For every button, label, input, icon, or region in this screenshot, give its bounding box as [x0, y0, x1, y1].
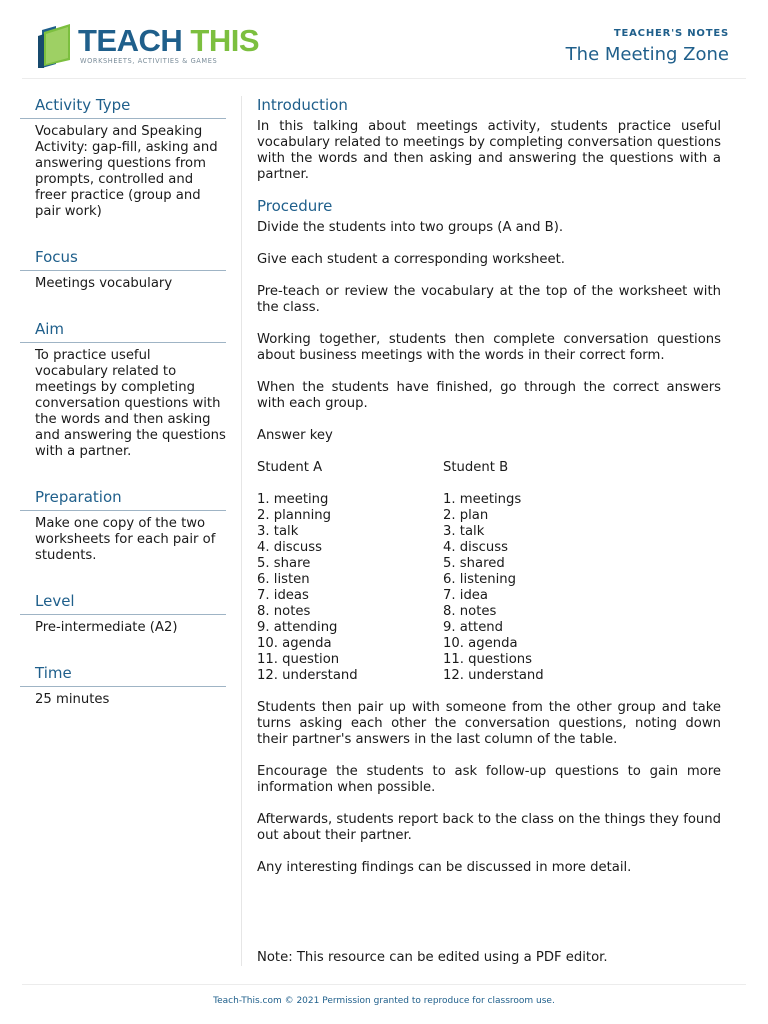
procedure-heading: Procedure: [257, 197, 333, 215]
sidebar-text: Meetings vocabulary: [35, 276, 173, 291]
sidebar-aim: [20, 318, 226, 486]
sidebar-title: Focus: [35, 248, 78, 266]
answer-item: 6. listening: [443, 572, 517, 587]
main-content: [257, 94, 721, 892]
answer-item: 6. listen: [257, 572, 310, 587]
procedure-step: When the students have finished, go through the correct answers with each group.: [257, 380, 721, 411]
answer-item: 3. talk: [257, 524, 299, 539]
column-divider: [241, 96, 242, 966]
procedure-step: Give each student a corresponding worksheet.: [257, 252, 565, 267]
student-b-label: Student B: [443, 460, 509, 475]
footer-copyright[interactable]: Teach-This.com © 2021 Permission granted to reproduce for classroom use.: [213, 996, 555, 1006]
book-icon: [36, 24, 76, 68]
sidebar-title: Preparation: [35, 488, 122, 506]
student-a-label: Student A: [257, 460, 323, 475]
sidebar-text: To practice useful vocabulary related to meetings by completing conversation questions with the words and then asking and answering the questions with a partner.: [35, 348, 226, 459]
answer-item: 9. attending: [257, 620, 338, 635]
sidebar-title: Level: [35, 592, 75, 610]
sidebar-activity-type: [20, 94, 226, 246]
sidebar-title: Time: [35, 664, 72, 682]
answer-item: 12. understand: [257, 668, 358, 683]
answer-column-b: [443, 460, 629, 684]
answer-item: 1. meeting: [257, 492, 329, 507]
logo-teach: TEACH: [78, 23, 183, 58]
answer-column-a: [257, 460, 443, 684]
editor-note: Note: This resource can be edited using a PDF editor.: [257, 950, 608, 965]
procedure-step: Divide the students into two groups (A and B).: [257, 220, 564, 235]
answer-item: 12. understand: [443, 668, 544, 683]
teach-this-logo[interactable]: [36, 23, 260, 70]
answer-item: 2. plan: [443, 508, 489, 523]
header: [0, 0, 768, 80]
answer-item: 11. questions: [443, 652, 533, 667]
answer-item: 4. discuss: [443, 540, 509, 555]
sidebar: [20, 94, 226, 722]
header-divider: [22, 78, 746, 79]
answer-item: 10. agenda: [443, 636, 518, 651]
page-title: The Meeting Zone: [565, 44, 729, 65]
introduction-heading: Introduction: [257, 96, 348, 114]
sidebar-text: Pre-intermediate (A2): [35, 620, 178, 635]
sidebar-title: Activity Type: [35, 96, 131, 114]
answer-item: 8. notes: [443, 604, 497, 619]
teachers-notes-label: TEACHER'S NOTES: [613, 28, 729, 39]
procedure-step: Working together, students then complete conversation questions about business meetings with the words in their correct form.: [257, 332, 721, 363]
answer-item: 7. idea: [443, 588, 489, 603]
answer-item: 1. meetings: [443, 492, 522, 507]
sidebar-time: [20, 662, 226, 722]
student-a-answers: [257, 492, 443, 684]
sidebar-text: Make one copy of the two worksheets for each pair of students.: [35, 516, 216, 563]
procedure-step: Any interesting findings can be discussed in more detail.: [257, 860, 632, 875]
answer-key-label: Answer key: [257, 428, 333, 443]
procedure-step: Encourage the students to ask follow-up questions to gain more information when possible.: [257, 764, 721, 795]
sidebar-focus: [20, 246, 226, 318]
spacer: [257, 684, 721, 700]
answer-item: 2. planning: [257, 508, 331, 523]
procedure-step: Students then pair up with someone from the other group and take turns asking each other the conversation questions, noting down their partner's answers in the last column of the table.: [257, 700, 721, 747]
student-b-answers: [443, 492, 629, 684]
logo-this: THIS: [190, 23, 260, 58]
answer-item: 7. ideas: [257, 588, 309, 603]
answer-item: 5. shared: [443, 556, 505, 571]
logo-wordmark: [78, 25, 259, 57]
answer-item: 5. share: [257, 556, 311, 571]
footer-divider: [22, 984, 746, 985]
procedure-step: Afterwards, students report back to the class on the things they found out about their partner.: [257, 812, 721, 843]
procedure-step: Pre-teach or review the vocabulary at the top of the worksheet with the class.: [257, 284, 721, 315]
sidebar-text: Vocabulary and Speaking Activity: gap-fill, asking and answering questions from prompts, controlled and freer practice (group and pair work): [35, 124, 218, 219]
answer-key: [257, 460, 721, 684]
logo-tagline: WORKSHEETS, ACTIVITIES & GAMES: [80, 57, 218, 65]
answer-item: 9. attend: [443, 620, 504, 635]
answer-item: 4. discuss: [257, 540, 323, 555]
sidebar-level: [20, 590, 226, 662]
sidebar-title: Aim: [35, 320, 65, 338]
sidebar-preparation: [20, 486, 226, 590]
sidebar-text: 25 minutes: [35, 692, 110, 707]
answer-item: 11. question: [257, 652, 340, 667]
answer-item: 3. talk: [443, 524, 485, 539]
answer-item: 10. agenda: [257, 636, 332, 651]
introduction-text: In this talking about meetings activity, students practice useful vocabulary related to meetings by completing conversation questions with the words and then asking and answering the questions with a partner.: [257, 119, 721, 182]
answer-item: 8. notes: [257, 604, 311, 619]
